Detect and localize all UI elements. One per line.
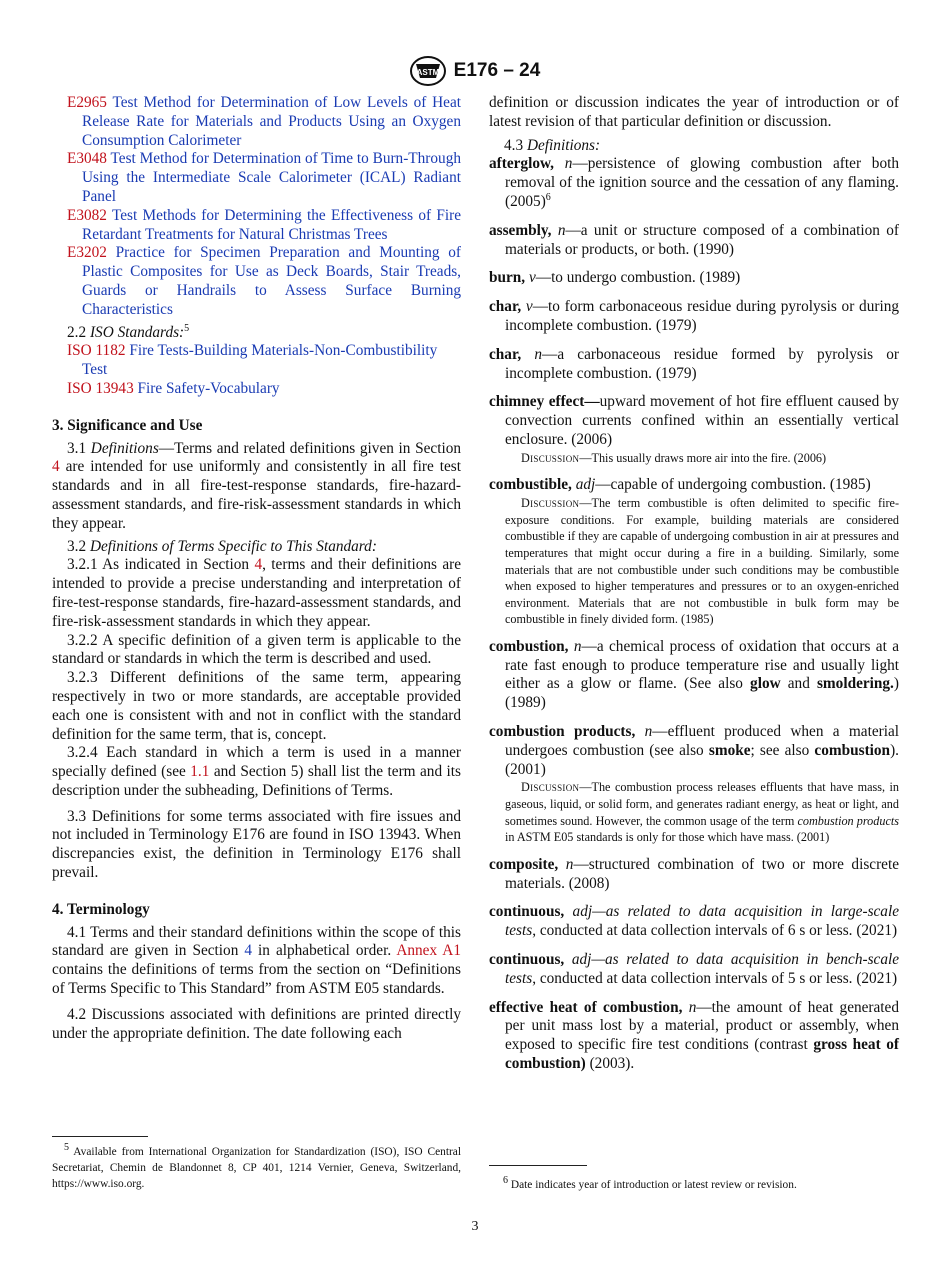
astm-logo-icon bbox=[410, 56, 446, 86]
reference-e2965 bbox=[52, 94, 461, 150]
left-column bbox=[52, 94, 461, 1043]
section-4-link[interactable]: 4 bbox=[244, 942, 253, 960]
ref-title-link[interactable]: Test Method for Determination of Low Levels of Heat Release Rate for Materials and Products Using an Oxygen Consumption Calorimeter bbox=[82, 94, 461, 149]
para-4-2-cont: definition or discussion indicates the year of introduction or of latest revision of that particular definition or discussion. bbox=[489, 94, 899, 130]
para-3-2-4: 3.2.4 Each standard in which a term is used in a manner specially defined (see 1.1 and Section 5) shall list the term and its description under the subheading, Definitions of Terms. bbox=[52, 744, 462, 799]
para-3-2-3: 3.2.3 Different definitions of the same term, appearing respectively in two or more standards, are acceptable provided each one is consistent with and not in conflict with the standard definition for the same term, that is, concept. bbox=[52, 669, 461, 743]
section-4-link[interactable]: 4 bbox=[254, 556, 263, 574]
ref-code-link[interactable]: E3202 bbox=[67, 244, 107, 262]
term-continuous-bench-scale: continuous, adj—as related to data acquisition in bench-scale tests, conducted at data collection intervals of 5 s or less. (2021) bbox=[489, 951, 900, 987]
page-header bbox=[0, 56, 950, 86]
discussion-chimney: Discussion—This usually draws more air into the fire. (2006) bbox=[521, 450, 827, 465]
svg-text:ASTM: ASTM bbox=[416, 68, 440, 77]
term-composite: composite, n—structured combination of two or more discrete materials. (2008) bbox=[489, 855, 899, 892]
ref-title-link[interactable]: Fire Tests-Building Materials-Non-Combustibility Test bbox=[82, 342, 438, 379]
term-combustible: combustible, adj—capable of undergoing combustion. (1985) bbox=[489, 476, 871, 494]
para-3-3: 3.3 Definitions for some terms associated with fire issues and not included in Terminology E176 are found in ISO 13943. When discrepancies exist, the definition in Terminology E176 shall prevail. bbox=[52, 807, 461, 882]
para-3-2: 3.2 Definitions of Terms Specific to This Standard: bbox=[67, 537, 377, 555]
ref-code-link[interactable]: ISO 13943 bbox=[67, 379, 134, 397]
para-4-3: 4.3 Definitions: bbox=[504, 136, 601, 154]
para-3-2-2: 3.2.2 A specific definition of a given term is applicable to the standard or standards in which the term is described and used. bbox=[52, 631, 461, 668]
term-chimney-effect: chimney effect—upward movement of hot fire effluent caused by convection currents confined within an essentially vertical enclosure. (2006) bbox=[489, 393, 899, 448]
reference-e3082 bbox=[52, 207, 461, 245]
ref-code-link[interactable]: E2965 bbox=[67, 94, 107, 111]
section-4-heading: 4. Terminology bbox=[52, 900, 150, 918]
term-char-noun: char, n—a carbonaceous residue formed by pyrolysis or incomplete combustion. (1979) bbox=[489, 345, 899, 382]
footnote-6: 6 Date indicates year of introduction or latest review or revision. bbox=[503, 1175, 797, 1191]
discussion-combustion-products: Discussion—The combustion process releases effluents that have mass, in gaseous, liquid, or solid form, and generates radiant energy, as heat or light, and sometimes sound. However, the common usage of the term combustion products in ASTM E05 standards is only for those which have mass. (2001) bbox=[505, 780, 899, 845]
para-4-2: 4.2 Discussions associated with definitions are printed directly under the appropriate definition. The date following each bbox=[52, 1005, 461, 1042]
term-effective-heat-of-combustion: effective heat of combustion, n—the amount of heat generated per unit mass lost by a material, product or assembly, when exposed to specific fire test conditions (contrast gross heat of combustion) (2003). bbox=[489, 998, 899, 1073]
page-number: 3 bbox=[471, 1219, 479, 1234]
para-3-1: 3.1 Definitions—Terms and related definitions given in Section 4 are intended for use uniformly and consistently in all fire test standards and in all fire-test-response standards, fire-hazard-assessment standards, and fire-risk-assessment standards in which they appear. bbox=[52, 439, 461, 532]
term-burn: burn, v—to undergo combustion. (1989) bbox=[489, 269, 741, 287]
term-afterglow: afterglow, n—persistence of glowing combustion after both removal of the ignition source and the cessation of any flaming. $(2005)^6$ bbox=[489, 155, 900, 210]
term-combustion: combustion, n—a chemical process of oxidation that occurs at a rate fast enough to produce temperature rise and usually light either as a glow or flame. (See also glow and smoldering.) (1989) bbox=[489, 637, 899, 712]
reference-e3048 bbox=[52, 150, 461, 206]
reference-iso-13943 bbox=[52, 380, 461, 399]
section-1-1-link[interactable]: 1.1 bbox=[190, 763, 210, 781]
section-3-heading: 3. Significance and Use bbox=[52, 416, 203, 434]
ref-code-link[interactable]: ISO 1182 bbox=[67, 342, 126, 360]
ref-title-link[interactable]: Practice for Specimen Preparation and Mounting of Plastic Composites for Use as Deck Boards, Stair Treads, Guards or Handrails to Assess Surface Burning Characteristics bbox=[82, 244, 462, 318]
section-4-link[interactable]: 4 bbox=[52, 458, 60, 476]
iso-standards-heading: 2.2 ISO Standards:$^5$ bbox=[67, 322, 190, 341]
ref-title-link[interactable]: Fire Safety-Vocabulary bbox=[137, 379, 280, 397]
ref-code-link[interactable]: E3082 bbox=[67, 206, 107, 224]
footnote-rule bbox=[52, 1136, 148, 1137]
ref-code-link[interactable]: E3048 bbox=[67, 150, 107, 168]
term-combustion-products: combustion products, n—effluent produced when a material undergoes combustion (see also smoke; see also combustion). (2001) bbox=[489, 723, 899, 778]
ref-title-link[interactable]: Test Method for Determination of Time to Burn-Through Using the Intermediate Scale Calorimeter (ICAL) Radiant Panel bbox=[82, 150, 461, 205]
discussion-combustible: Discussion—The term combustible is often delimited to specific fire-exposure conditions. For example, building materials are considered combustible if they are capable of undergoing combustion in air at pressures and temperatures that might occur during a fire in a building. Similarly, some materials that are not combustible under such conditions may be combustible when exposed to higher temperatures and pressures or to an oxygen-enriched environment. Materials that are not combustible in bulk form may be combustible in finely divided form. (1985) bbox=[505, 496, 899, 627]
right-column bbox=[489, 94, 899, 1074]
para-3-2-1: 3.2.1 As indicated in Section 4, terms and their definitions are intended to provide a precise understanding and interpretation of fire-test-response standards, fire-hazard-assessment standards, and fire-risk-assessment standards in which they appear. bbox=[52, 556, 461, 630]
term-char-verb: char, v—to form carbonaceous residue during pyrolysis or during incomplete combustion. (1979) bbox=[489, 298, 899, 334]
footnote-5: 5 Available from International Organization for Standardization (ISO), ISO Central Secretariat, Chemin de Blandonnet 8, CP 401, 1214 Vernier, Geneva, Switzerland, https://www.iso.org. bbox=[52, 1142, 461, 1190]
para-4-1: 4.1 Terms and their standard definitions within the scope of this standard are given in Section 4 in alphabetical order. Annex A1 contains the definitions of terms from the section on “Definitions of Terms Specific to This Standard” from ASTM E05 standards. bbox=[52, 923, 461, 998]
reference-e3202 bbox=[52, 244, 461, 319]
term-assembly: assembly, n—a unit or structure composed of a combination of materials or products, or both. (1990) bbox=[489, 221, 899, 258]
document-code: E176 – 24 bbox=[453, 60, 541, 81]
annex-a1-link[interactable]: Annex A1 bbox=[396, 942, 461, 960]
footnote-rule bbox=[489, 1165, 587, 1166]
reference-iso-1182 bbox=[52, 342, 461, 380]
ref-title-link[interactable]: Test Methods for Determining the Effectiveness of Fire Retardant Treatments for Natural Christmas Trees bbox=[82, 206, 461, 243]
term-continuous-large-scale: continuous, adj—as related to data acquisition in large-scale tests, conducted at data collection intervals of 6 s or less. (2021) bbox=[489, 903, 899, 940]
